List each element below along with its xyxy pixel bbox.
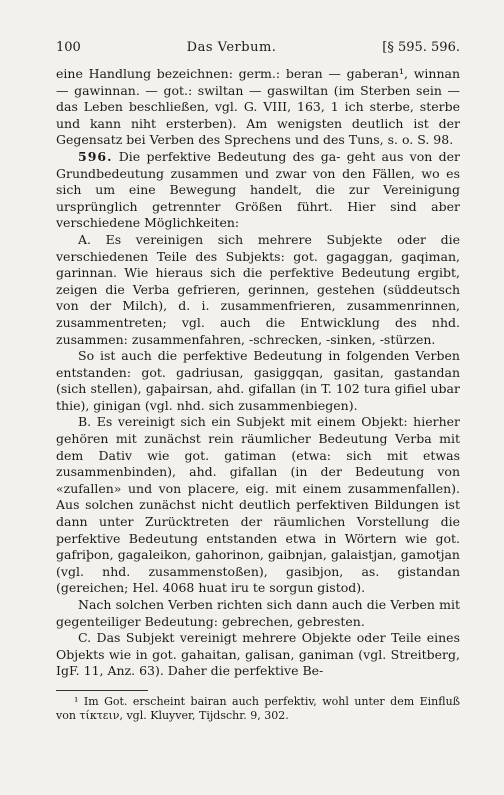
paragraph: eine Handlung bezeichnen: germ.: beran — gaberan¹, winnan — gawinnan. — got.: swiltan — gaswiltan (im Sterben sein — das Leben beschließen, vgl. G. VIII, 163, 1 ich sterbe, sterbe und kann niht ersterben). Am wenigsten deutlich ist der Gegensatz bei Verben des Sprechens und des Tuns, s. o. S. 98. bbox=[56, 66, 460, 148]
footnote-divider bbox=[56, 690, 148, 691]
paragraph: So ist auch die perfektive Bedeutung in folgenden Verben entstanden: got. gadriusan, gasiggqan, gasitan, gastandan (sich stellen), gaþairsan, ahd. gifallan (in T. 102 tura gifiel ubar thie), ginigan (vgl. nhd. sich zusammenbiegen). bbox=[56, 348, 460, 413]
paragraph: Nach solchen Verben richten sich dann auch die Verben mit gegenteiliger Bedeutung: gebrechen, gebresten. bbox=[56, 597, 460, 629]
running-header bbox=[56, 40, 460, 56]
paragraph: C. Das Subjekt vereinigt mehrere Objekte oder Teile eines Objekts wie in got. gahaitan, galisan, ganiman (vgl. Streitberg, IgF. 11, Anz. 63). Daher die perfektive Be- bbox=[56, 630, 460, 679]
paragraph: A. Es vereinigen sich mehrere Subjekte oder die verschiedenen Teile des Subjekts: got. gagaggan, gaqiman, garinnan. Wie hieraus sich die perfektive Bedeutung ergibt, zeigen die Verba gefrieren, gerinnen, gestehen (süddeutsch von der Milch), d. i. zusammenfrieren, zusammenrinnen, zusammentreten; vgl. auch die Entwicklung des nhd. zusammen: zusammenfahren, -schrecken, -sinken, -stürzen. bbox=[56, 231, 460, 347]
running-title: Das Verbum. bbox=[186, 40, 277, 55]
paragraph: B. Es vereinigt sich ein Subjekt mit einem Objekt: hierher gehören mit zunächst rein räumlicher Bedeutung Verba mit dem Dativ wie got. gatiman (etwa: sich mit etwas zusammenbinden), ahd. gifallan (in der Bedeutung von «zufallen» und von placere, eig. mit einem zusammenfallen). Aus solchen zunächst nicht deutlich perfektiven Bildungen ist dann unter Zurücktreten der räumlichen Vorstellung die perfektive Bedeutung entstanden etwa in Wörtern wie got. gafriþon, gagaleikon, gahorinon, gaibnjan, galaistjan, gamotjan (vgl. nhd. zusammenstoßen), gasibjon, as. gistandan (gereichen; Hel. 4068 huat iru te sorgun gistod). bbox=[56, 414, 460, 596]
body-text bbox=[56, 66, 460, 680]
footnote-text: ¹ Im Got. erscheint bairan auch perfektiv, wohl unter dem Einfluß von τίκτειν, vgl. Kluyver, Tijdschr. 9, 302. bbox=[56, 694, 460, 722]
section-number: 596. bbox=[78, 148, 113, 164]
paragraph-text: Die perfektive Bedeutung des ga- geht aus von der Grundbedeutung zusammen und zwar von den Fällen, wo es sich um eine Bewegung handelt, die zur Vereinigung ursprünglich getrennter Größen führt. Hier sind aber verschiedene Möglichkeiten: bbox=[56, 148, 460, 231]
section-reference: [§ 595. 596. bbox=[382, 40, 460, 55]
footnote bbox=[56, 695, 460, 723]
section-paragraph bbox=[56, 149, 460, 232]
page-number: 100 bbox=[56, 40, 81, 55]
